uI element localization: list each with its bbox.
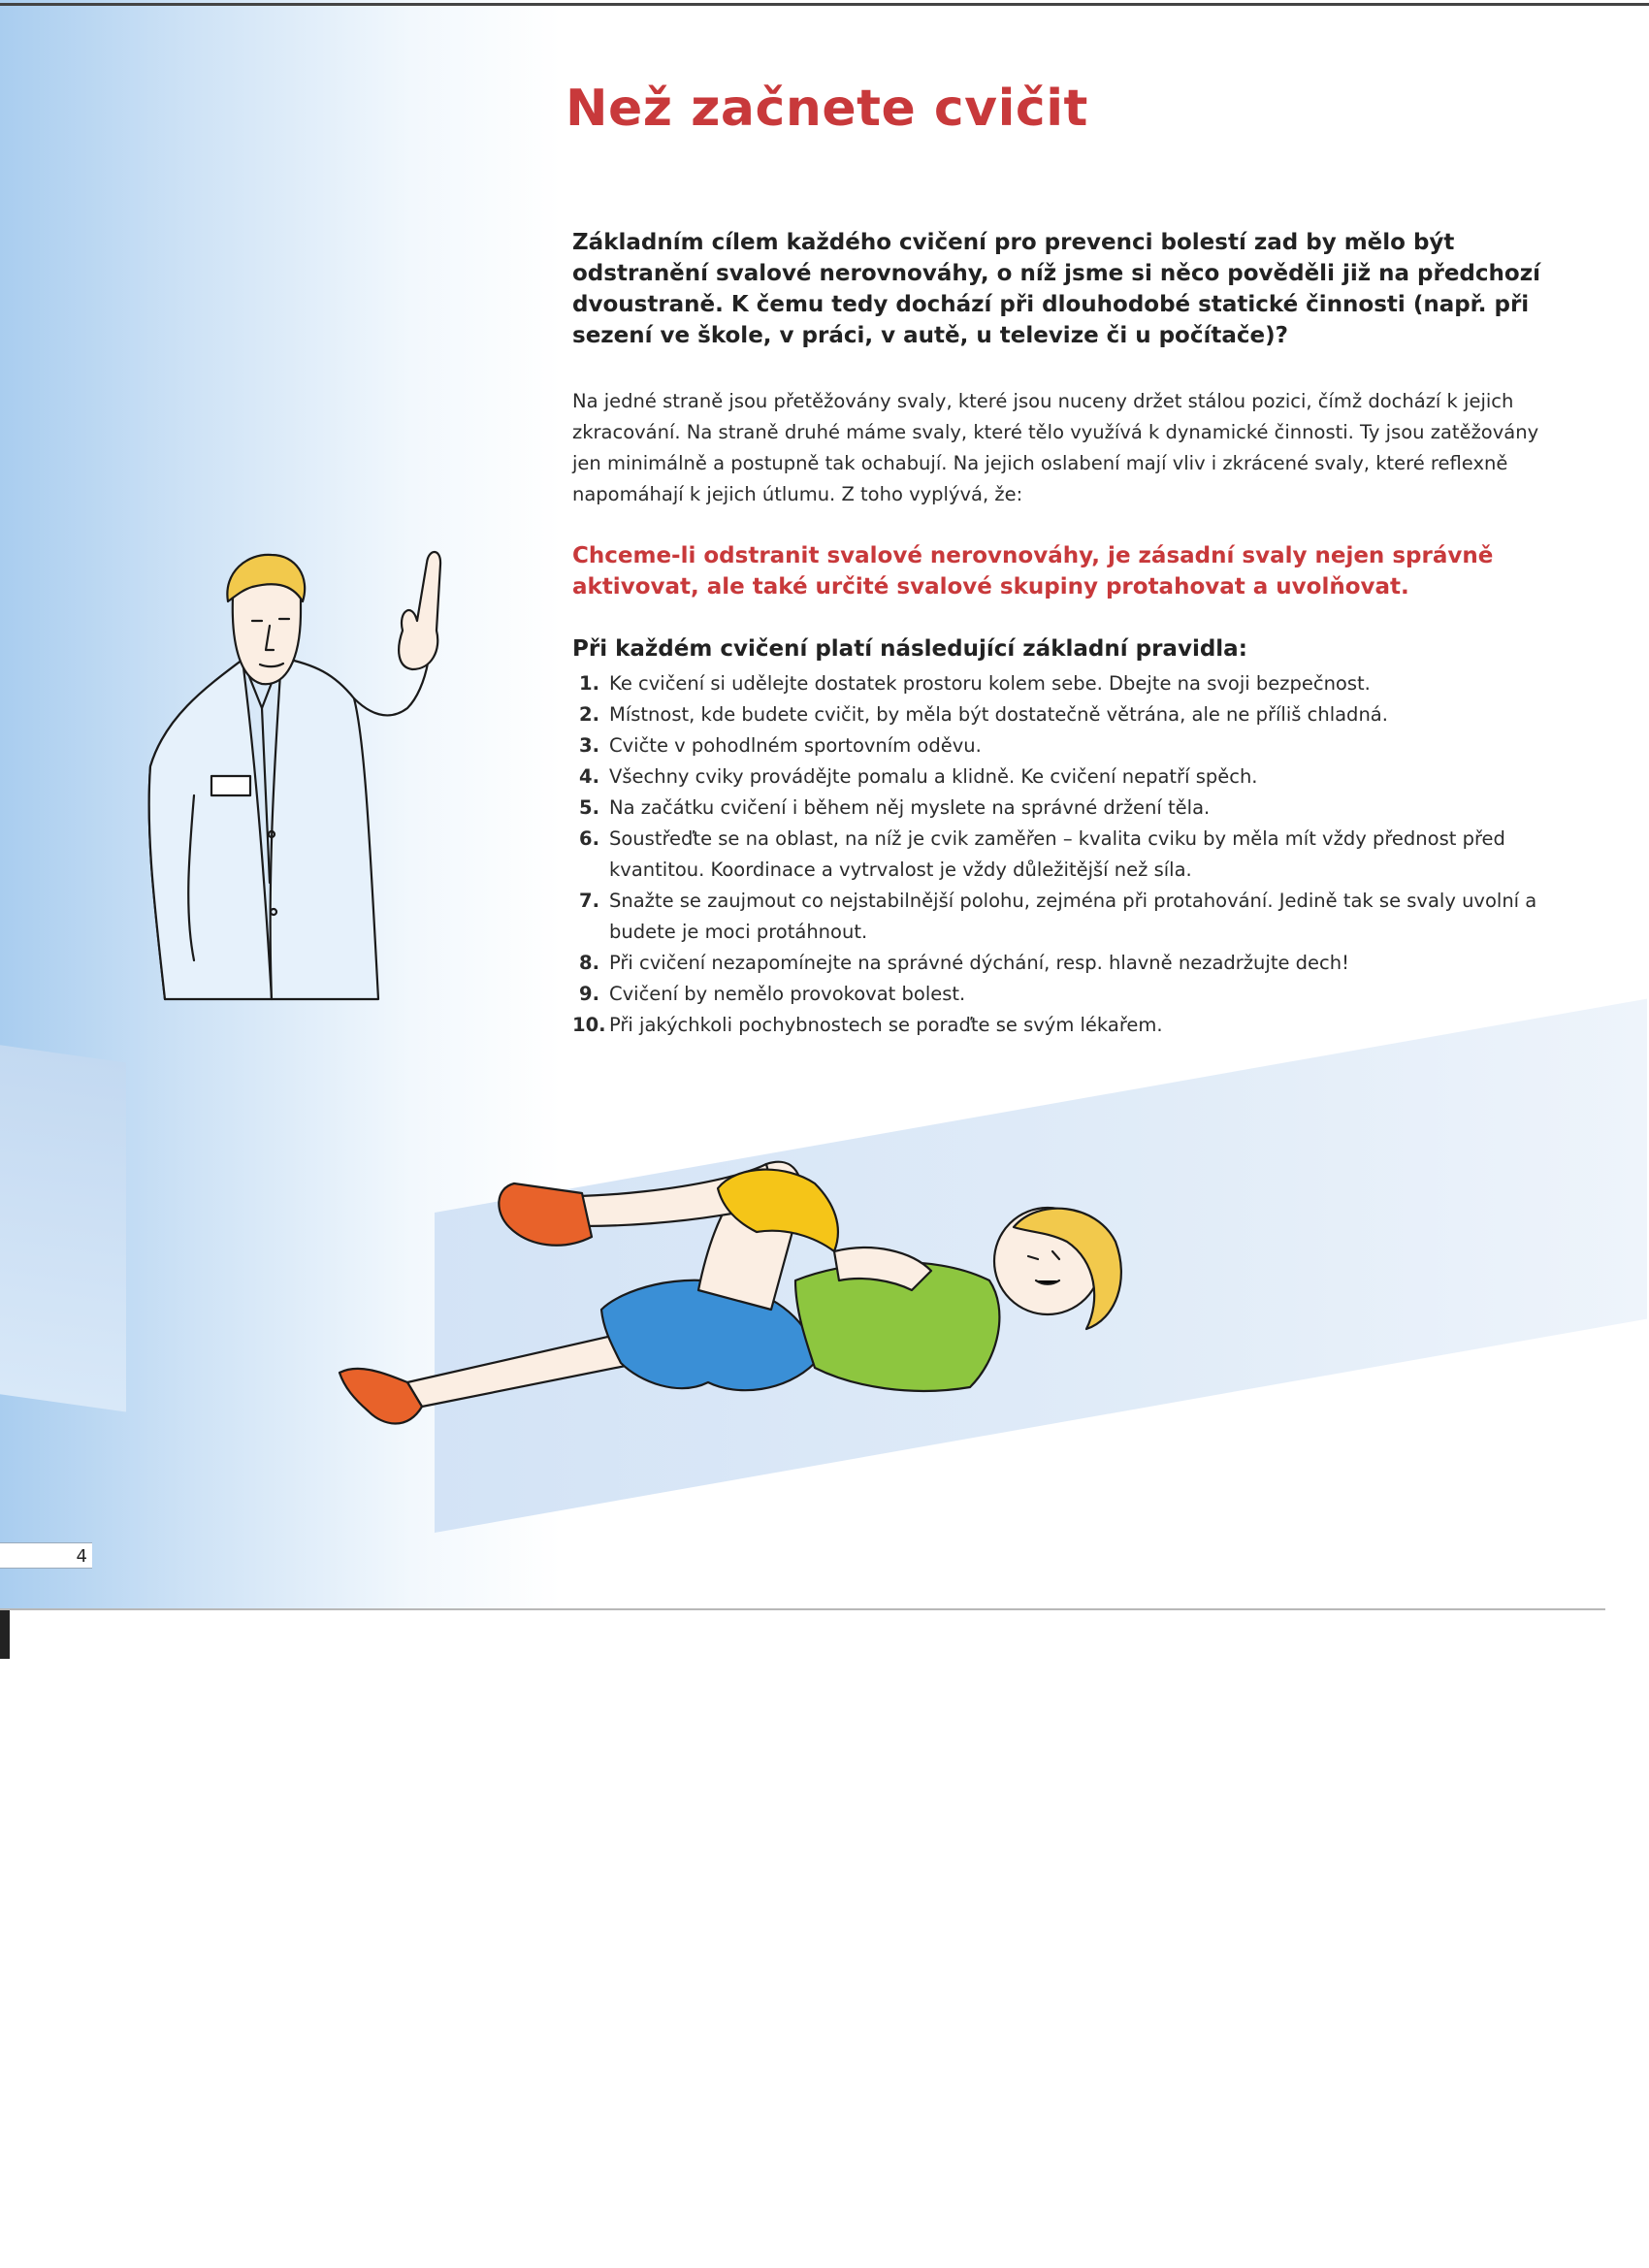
rule-text: Místnost, kde budete cvičit, by měla být dostatečně větrána, ale ne příliš chladná. [609,703,1388,726]
rule-text: Na začátku cvičení i během něj myslete na správné držení těla. [609,796,1211,819]
list-item [572,948,1552,979]
rule-number: 9. [579,983,599,1005]
doctor-illustration [136,543,485,1028]
rule-number: 8. [579,952,599,974]
list-item [572,730,1552,761]
list-item [572,1010,1552,1041]
list-item [572,824,1552,886]
rule-text: Při jakýchkoli pochybnostech se poraďte se svým lékařem. [609,1014,1163,1036]
rule-number: 1. [579,672,599,695]
page-title: Než začnete cvičit [566,80,1088,138]
list-item [572,761,1552,793]
rule-text: Cvičení by nemělo provokovat bolest. [609,983,966,1005]
list-item [572,886,1552,948]
list-item [572,979,1552,1010]
rule-number: 2. [579,703,599,726]
exercise-illustration [330,1145,1183,1474]
list-item [572,793,1552,824]
top-rule [0,3,1649,6]
rules-heading: Při každém cvičení platí následující základní pravidla: [572,636,1247,662]
highlight-paragraph: Chceme-li odstranit svalové nerovnováhy, je zásadní svaly nejen správně aktivovat, ale také určité svalové skupiny protahovat a uvolňovat. [572,543,1494,599]
rule-number: 6. [579,827,599,850]
background-panel [0,1042,126,1411]
rule-text: Při cvičení nezapomínejte na správné dýchání, resp. hlavně nezadržujte dech! [609,952,1349,974]
rule-number: 10. [572,1014,606,1036]
rule-text: Všechny cviky provádějte pomalu a klidně. Ke cvičení nepatří spěch. [609,765,1258,788]
rule-number: 4. [579,765,599,788]
rule-number: 7. [579,890,599,912]
bottom-rule [0,1608,1605,1610]
rule-number: 3. [579,734,599,757]
rule-text: Soustřeďte se na oblast, na níž je cvik zaměřen – kvalita cviku by měla mít vždy přednost před kvantitou. Koordinace a vytrvalost je vždy důležitější než síla. [609,827,1505,881]
intro-paragraph: Základním cílem každého cvičení pro prevenci bolestí zad by mělo být odstranění svalové nerovnováhy, o níž jsme si něco pověděli již na předchozí dvoustraně. K čemu tedy dochází při dlouhodobé statické činnosti (např. při sezení ve škole, v práci, v autě, u televize či u počítače)? [572,230,1540,348]
rule-text: Ke cvičení si udělejte dostatek prostoru kolem sebe. Dbejte na svoji bezpečnost. [609,672,1371,695]
rule-number: 5. [579,796,599,819]
rule-text: Cvičte v pohodlném sportovním oděvu. [609,734,982,757]
scan-edge [0,1610,10,1659]
list-item [572,668,1552,699]
list-item [572,699,1552,730]
rules-list [572,668,1552,1041]
rule-text: Snažte se zaujmout co nejstabilnější polohu, zejména při protahování. Jedině tak se svaly uvolní a budete je moci protáhnout. [609,890,1537,943]
body-paragraph: Na jedné straně jsou přetěžovány svaly, které jsou nuceny držet stálou pozici, čímž dochází k jejich zkracování. Na straně druhé máme svaly, které tělo využívá k dynamické činnosti. Ty jsou zatěžovány jen minimálně a postupně tak ochabují. Na jejich oslabení mají vliv i zkrácené svaly, které reflexně napomáhají k jejich útlumu. Z toho vyplývá, že: [572,390,1539,505]
page-number: 4 [0,1542,92,1569]
